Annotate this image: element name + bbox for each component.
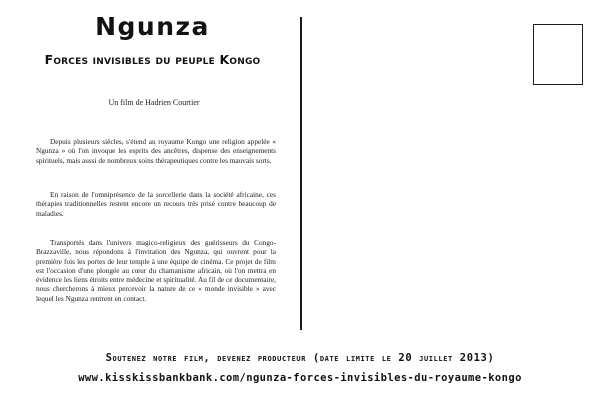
stamp-box bbox=[533, 24, 583, 85]
crowdfunding-url: www.kisskissbankbank.com/ngunza-forces-invisibles-du-royaume-kongo bbox=[78, 372, 522, 384]
film-byline: Un film de Hadrien Courtier bbox=[108, 98, 200, 107]
film-subtitle: Forces invisibles du peuple Kongo bbox=[44, 52, 261, 67]
film-title: Ngunza bbox=[95, 12, 210, 41]
synopsis-paragraph-3: Transportés dans l'univers magico-religieux des guérisseurs du Congo-Brazzaville, nous répondons à l'invitation des Ngunza, qui ouvrent pour la première fois les portes de leur temple à une équipe de cinéma. Ce projet de film est l'occasion d'une plongée au cœur du chamanisme africain, où l'on mettra en évidence les liens étroits entre médecine et spiritualité. Au fil de ce documentaire, nous chercherons à mieux percevoir la nature de ce « monde invisible » avec lequel les Ngunza rentrent en contact. bbox=[36, 238, 276, 303]
support-call-to-action: Soutenez notre film, devenez producteur (date limite le 20 juillet 2013) bbox=[105, 352, 495, 364]
postcard-divider bbox=[300, 17, 302, 330]
synopsis-paragraph-1: Depuis plusieurs siècles, s'étend au royaume Kongo une religion appelée « Ngunza » où l'on invoque les esprits des ancêtres, dispense des enseignements spirituels, mais aussi de nombreux soins thérapeutiques contre les mauvais sorts. bbox=[36, 137, 276, 165]
synopsis-paragraph-2: En raison de l'omniprésence de la sorcellerie dans la société africaine, ces thérapies traditionnelles restent encore un recours très prisé contre beaucoup de maladies. bbox=[36, 190, 276, 218]
